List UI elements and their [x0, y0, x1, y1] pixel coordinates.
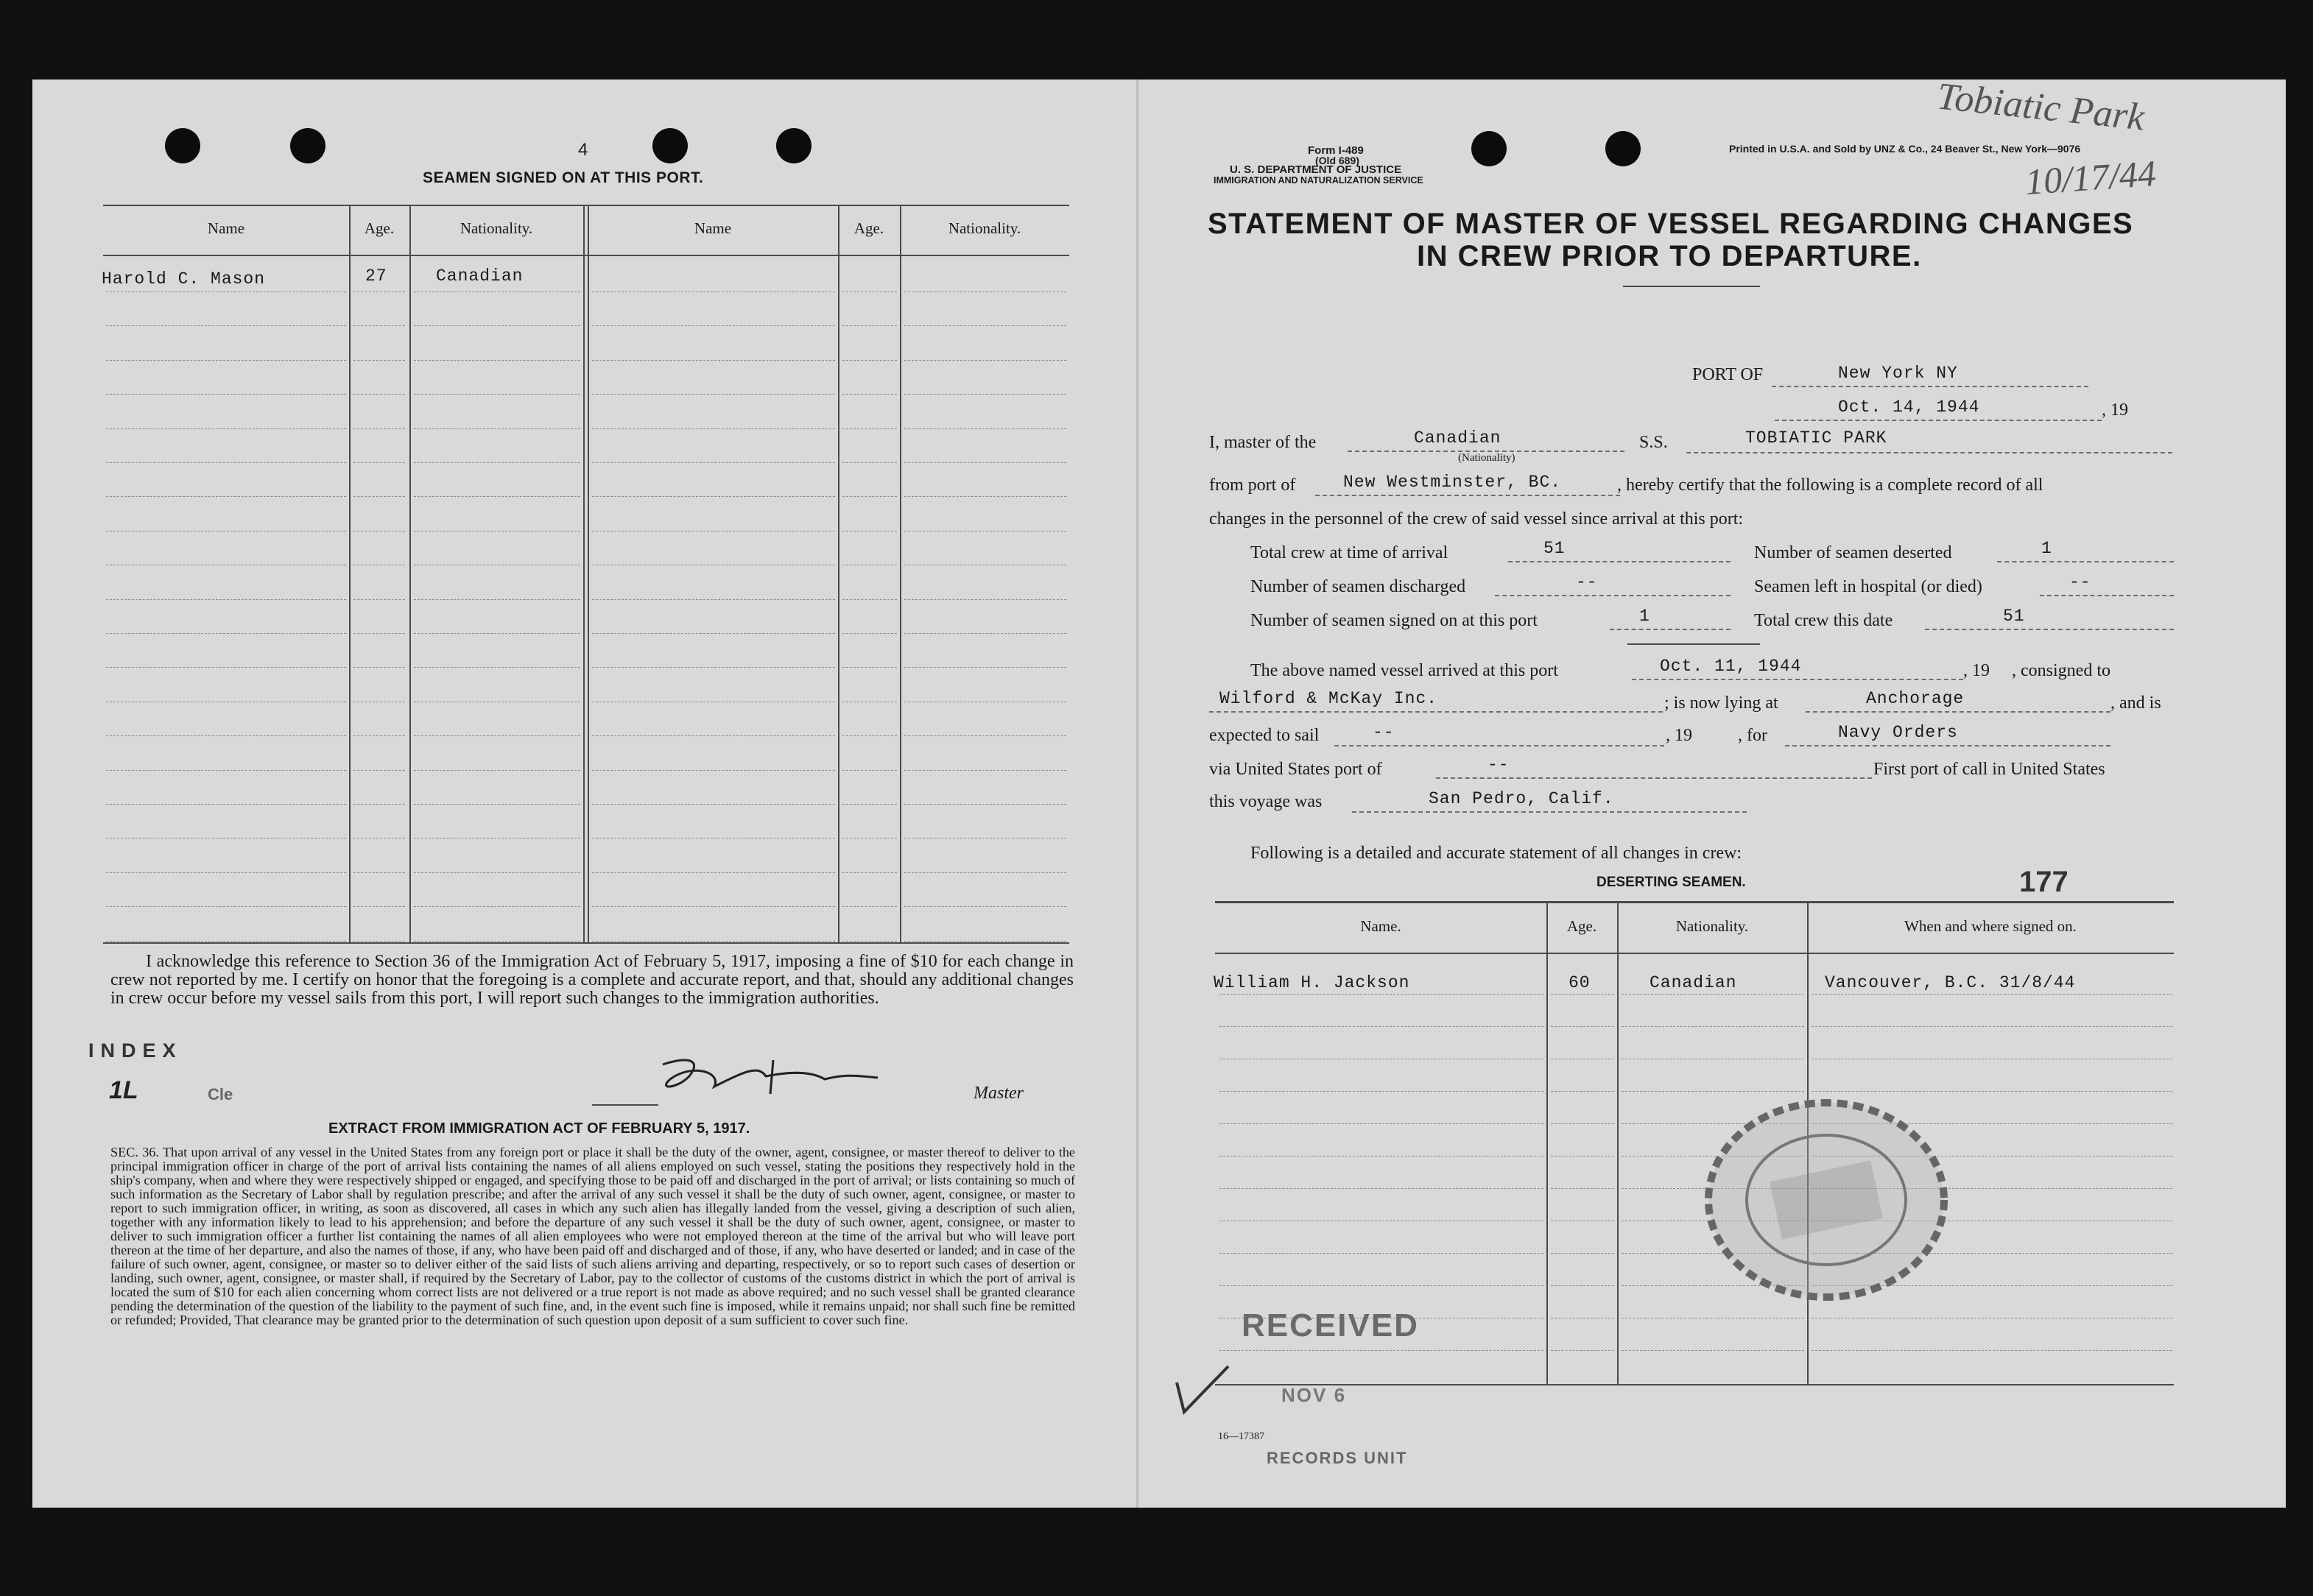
discharged-line: [1495, 595, 1731, 596]
deserter-age: 60: [1569, 973, 1591, 992]
changes-text: changes in the personnel of the crew of said vessel since arrival at this port:: [1209, 509, 1744, 529]
table-row-rule: [842, 462, 897, 463]
table-row-rule: [1219, 1156, 1543, 1157]
table-row-rule: [414, 735, 580, 736]
table-row-rule: [106, 872, 346, 873]
table-row-rule: [353, 599, 405, 600]
section-title: SEAMEN SIGNED ON AT THIS PORT.: [423, 169, 704, 186]
table-row-rule: [1551, 1253, 1614, 1254]
table-row-rule: [904, 428, 1066, 429]
arrived-value: Oct. 11, 1944: [1660, 657, 1802, 676]
year-suffix: , 19: [2102, 400, 2128, 420]
from-port-label: from port of: [1209, 476, 1296, 495]
column-header-nationality: Nationality.: [948, 219, 1021, 237]
table-row-rule: [414, 496, 580, 497]
master-label: Master: [974, 1084, 1024, 1103]
table-row-rule: [842, 633, 897, 634]
destination-value: Navy Orders: [1838, 723, 1958, 742]
consignee-line: [1209, 711, 1663, 713]
via-line: [1436, 777, 1872, 779]
table-row-rule: [106, 360, 346, 361]
sail-value: --: [1373, 723, 1395, 742]
table-row-rule: [106, 941, 346, 942]
table-row-rule: [106, 633, 346, 634]
table-row-rule: [414, 906, 580, 907]
deserted-label: Number of seamen deserted: [1754, 543, 1952, 562]
sail-line: [1334, 745, 1664, 746]
from-port-line: [1315, 495, 1620, 496]
table-row-rule: [904, 496, 1066, 497]
punch-hole: [165, 128, 200, 163]
from-port-value: New Westminster, BC.: [1343, 473, 1562, 492]
via-value: --: [1488, 755, 1510, 774]
total-arrival-line: [1508, 561, 1731, 562]
column-divider: [588, 205, 589, 942]
table-row-rule: [414, 770, 580, 771]
table-row-rule: [592, 531, 835, 532]
table-row-rule: [592, 906, 835, 907]
table-row-rule: [904, 770, 1066, 771]
table-row-rule: [106, 667, 346, 668]
first-port-value: San Pedro, Calif.: [1429, 789, 1614, 808]
service: IMMIGRATION AND NATURALIZATION SERVICE: [1214, 175, 1423, 186]
table-row-rule: [904, 325, 1066, 326]
table-row-rule: [592, 496, 835, 497]
lying-label: ; is now lying at: [1664, 693, 1778, 713]
handwritten-vessel: Tobiatic Park: [1934, 75, 2147, 139]
table-row-rule: [592, 599, 835, 600]
consigned-label: , 19 , consigned to: [1963, 661, 2110, 680]
department: U. S. DEPARTMENT OF JUSTICE: [1230, 163, 1402, 176]
table-row-rule: [592, 941, 835, 942]
index-mark: 1L: [109, 1076, 138, 1104]
form-number: Form I-489: [1308, 144, 1364, 157]
column-divider: [349, 205, 351, 942]
table-row-rule: [842, 906, 897, 907]
table-row-rule: [904, 872, 1066, 873]
table-row-rule: [842, 531, 897, 532]
table-row-rule: [842, 428, 897, 429]
table-bottom-border: [1215, 1384, 2174, 1385]
table-row-rule: [842, 804, 897, 805]
table-row-rule: [353, 804, 405, 805]
acknowledgment-text: I acknowledge this reference to Section 36 of the Immigration Act of February 5, 1917, imposing a fine of $10 for each change in crew not reported by me. I certify on honor that the foregoing is a complete and accurate report, and that, should any additional changes in crew occur before my vessel sails from this port, I will report such changes to the immigration authorities.: [110, 952, 1074, 1008]
seaman-nationality: Canadian: [436, 266, 524, 286]
table-row-rule: [106, 531, 346, 532]
table-row-rule: [904, 941, 1066, 942]
table-row-rule: [592, 462, 835, 463]
table-row-rule: [842, 496, 897, 497]
column-header-age: Age.: [364, 219, 395, 237]
consignee-value: Wilford & McKay Inc.: [1219, 689, 1438, 708]
table-row-rule: [1219, 994, 1543, 995]
extract-title: EXTRACT FROM IMMIGRATION ACT OF FEBRUARY 5, 1917.: [328, 1120, 750, 1137]
table-row-rule: [1219, 1285, 1543, 1286]
table-row-rule: [842, 770, 897, 771]
table-row-rule: [1551, 1188, 1614, 1189]
table-row-rule: [353, 394, 405, 395]
table-bottom-border: [103, 942, 1069, 944]
port-value: New York NY: [1838, 364, 1958, 383]
sail-label: expected to sail: [1209, 726, 1320, 745]
table-row-rule: [353, 906, 405, 907]
discharged-value: --: [1576, 573, 1598, 592]
hospital-line: [2040, 595, 2174, 596]
column-divider: [1546, 901, 1548, 1384]
table-row-rule: [904, 633, 1066, 634]
port-label: PORT OF: [1692, 365, 1764, 384]
voyage-line: [1352, 811, 1747, 813]
table-row-rule: [414, 462, 580, 463]
punch-hole: [1605, 131, 1641, 166]
table-row-rule: [106, 428, 346, 429]
table-row-rule: [106, 325, 346, 326]
sail-year: , 19: [1666, 726, 1692, 745]
column-header-name: Name: [694, 219, 732, 237]
master-signature: [641, 1050, 884, 1109]
handwritten-date: 10/17/44: [2024, 152, 2158, 203]
table-row-rule: [353, 633, 405, 634]
column-header-nationality: Nationality.: [460, 219, 533, 237]
page-number: 4: [578, 140, 588, 160]
table-row-rule: [592, 770, 835, 771]
table-row-rule: [414, 804, 580, 805]
table-row-rule: [904, 531, 1066, 532]
hospital-value: --: [2069, 573, 2091, 592]
records-unit-stamp: RECORDS UNIT: [1267, 1449, 1408, 1467]
certify-text: , hereby certify that the following is a complete record of all: [1617, 476, 2043, 495]
table-row-rule: [1551, 994, 1614, 995]
extract-text: SEC. 36. That upon arrival of any vessel in the United States from any foreign port or place it shall be the duty of the owner, agent, consignee, or master thereof to deliver to the principal immigration officer in charge of the port of arrival lists containing the names of all aliens employed on such vessel, stating the positions they respectively hold in the ship's company, when and where they were respectively shipped or engaged, and specifying those to be paid off and discharged in the port of arrival; or lists containing so much of such information as the Secretary of Labor shall by regulation prescribe; and after the arrival of any such vessel it shall be the duty of such owner, agent, consignee, or master to report to such immigration officer, in writing, as soon as discovered, all cases in which any such alien has illegally landed from the vessel, giving a description of such alien, together with any information likely to lead to his apprehension; and before the departure of any such vessel it shall be the duty of such owner, agent, consignee, or master to deliver to such immigration officer a further list containing the names of all alien employees who were not employed thereon at the time of the arrival but who will leave port thereon at the time of her departure, and also the names of those, if any, who have been paid off and discharged and of those, if any, who have deserted or landed; and in case of the failure of such owner, agent, consignee, or master so to deliver either of the said lists of such aliens arriving and departing, respectively, or so to report such cases of desertion or landing, such owner, agent, consignee, or master shall, if required by the Secretary of Labor, pay to the collector of customs of the customs district in which the port of arrival is located the sum of $10 for each alien concerning whom correct lists are not delivered or a true report is not made as above required; and no such vessel shall be granted clearance pending the determination of the question of the liability to the payment of such fine, and, in the event such fine is imposed, while it remains unpaid; nor shall such fine be remitted or refunded; Provided, That clearance may be granted prior to the determination of such question upon deposit of a sum sufficient to cover such fine.: [110, 1145, 1075, 1327]
table-row-rule: [904, 906, 1066, 907]
table-row-rule: [1551, 1123, 1614, 1124]
table-row-rule: [353, 770, 405, 771]
deserter-nationality: Canadian: [1650, 973, 1737, 992]
signed-on-label: Number of seamen signed on at this port: [1250, 611, 1538, 630]
ss-label: S.S.: [1639, 433, 1668, 452]
table-row-rule: [353, 496, 405, 497]
table-row-rule: [1812, 994, 2172, 995]
port-line: [1772, 386, 2088, 387]
column-divider: [409, 205, 411, 942]
table-row-rule: [414, 667, 580, 668]
table-row-rule: [106, 735, 346, 736]
table-row-rule: [1219, 1253, 1543, 1254]
column-divider: [838, 205, 839, 942]
and-is: , and is: [2110, 693, 2161, 713]
table-row-rule: [592, 360, 835, 361]
table-row-rule: [904, 394, 1066, 395]
table-row-rule: [842, 394, 897, 395]
table-row-rule: [106, 394, 346, 395]
table-row-rule: [904, 599, 1066, 600]
table-row-rule: [353, 667, 405, 668]
seaman-age: 27: [365, 266, 387, 286]
column-header-signed-on: When and where signed on.: [1904, 917, 2077, 935]
column-divider: [1617, 901, 1619, 1384]
table-row-rule: [592, 804, 835, 805]
column-header-name: Name.: [1360, 917, 1401, 935]
table-row-rule: [592, 872, 835, 873]
table-row-rule: [1812, 1026, 2172, 1027]
table-row-rule: [1551, 1350, 1614, 1351]
nationality-value: Canadian: [1414, 428, 1501, 448]
lying-value: Anchorage: [1866, 689, 1965, 708]
index-stamp: INDEX: [88, 1039, 183, 1062]
total-today-line: [1925, 629, 2174, 630]
punch-hole: [290, 128, 325, 163]
deserter-name: William H. Jackson: [1214, 973, 1410, 992]
lying-line: [1806, 711, 2110, 713]
for-label: , for: [1738, 726, 1767, 745]
table-row-rule: [842, 735, 897, 736]
table-row-rule: [1622, 994, 1804, 995]
table-top-border: [103, 205, 1069, 206]
counts-rule: [1627, 643, 1760, 645]
signed-on-line: [1610, 629, 1731, 630]
column-header-nationality: Nationality.: [1675, 917, 1749, 935]
form-title-line2: IN CREW PRIOR TO DEPARTURE.: [1417, 240, 1922, 272]
table-row-rule: [106, 804, 346, 805]
table-row-rule: [1219, 1123, 1543, 1124]
date-value: Oct. 14, 1944: [1838, 398, 1980, 417]
column-divider: [900, 205, 901, 942]
table-row-rule: [353, 325, 405, 326]
table-row-rule: [1622, 1350, 1804, 1351]
table-row-rule: [592, 325, 835, 326]
first-port-label: First port of call in United States: [1873, 760, 2105, 779]
table-row-rule: [1551, 1091, 1614, 1092]
table-row-rule: [592, 735, 835, 736]
form-code: 16—17387: [1218, 1431, 1264, 1442]
table-row-rule: [106, 496, 346, 497]
table-row-rule: [414, 599, 580, 600]
following-text: Following is a detailed and accurate statement of all changes in crew:: [1250, 844, 1742, 863]
table-row-rule: [414, 941, 580, 942]
stamp-number: 177: [2019, 866, 2069, 898]
table-row-rule: [414, 428, 580, 429]
nationality-caption: (Nationality): [1458, 452, 1515, 464]
received-stamp: RECEIVED: [1242, 1307, 1419, 1343]
table-row-rule: [353, 531, 405, 532]
table-row-rule: [592, 394, 835, 395]
table-row-rule: [904, 804, 1066, 805]
received-date: NOV 6: [1281, 1384, 1347, 1406]
column-header-age: Age.: [853, 219, 884, 237]
destination-line: [1785, 745, 2110, 746]
table-row-rule: [1622, 1026, 1804, 1027]
column-header-age: Age.: [1566, 917, 1597, 935]
table-row-rule: [1551, 1026, 1614, 1027]
table-row-rule: [1219, 1026, 1543, 1027]
table-row-rule: [353, 360, 405, 361]
table-row-rule: [106, 770, 346, 771]
table-row-rule: [414, 633, 580, 634]
table-row-rule: [904, 462, 1066, 463]
table-row-rule: [353, 462, 405, 463]
table-row-rule: [842, 872, 897, 873]
table-row-rule: [414, 872, 580, 873]
table-row-rule: [353, 428, 405, 429]
table-row-rule: [904, 735, 1066, 736]
seaman-name: Harold C. Mason: [102, 269, 266, 289]
punch-hole: [776, 128, 812, 163]
table-row-rule: [414, 394, 580, 395]
table-row-rule: [592, 428, 835, 429]
hospital-label: Seamen left in hospital (or died): [1754, 577, 1982, 596]
column-divider: [583, 205, 585, 942]
table-row-rule: [353, 941, 405, 942]
table-row-rule: [414, 531, 580, 532]
table-row-rule: [592, 633, 835, 634]
table-header-border: [1215, 953, 2174, 954]
printer-note: Printed in U.S.A. and Sold by UNZ & Co., 24 Beaver St., New York—9076: [1729, 143, 2081, 155]
page-fold: [1136, 80, 1138, 1508]
table-row-rule: [904, 667, 1066, 668]
table-row-rule: [842, 941, 897, 942]
check-mark: [1169, 1360, 1236, 1419]
title-rule: [1623, 286, 1760, 287]
deserting-title: DESERTING SEAMEN.: [1596, 875, 1746, 890]
naturalization-received-stamp: [1686, 1090, 1974, 1310]
table-row-rule: [592, 667, 835, 668]
table-top-border: [1215, 901, 2174, 903]
date-line: [1775, 420, 2102, 421]
punch-hole: [652, 128, 688, 163]
signed-on-value: 1: [1639, 607, 1650, 626]
table-row-rule: [1551, 1285, 1614, 1286]
form-title-line1: STATEMENT OF MASTER OF VESSEL REGARDING CHANGES: [1208, 208, 2134, 240]
form-old-number: (Old 689): [1315, 155, 1359, 166]
signature-line: [592, 1104, 658, 1106]
table-row-rule: [106, 599, 346, 600]
deserted-value: 1: [2041, 539, 2052, 558]
table-row-rule: [1551, 1156, 1614, 1157]
table-row-rule: [1219, 1091, 1543, 1092]
discharged-label: Number of seamen discharged: [1250, 577, 1466, 596]
total-today-label: Total crew this date: [1754, 611, 1893, 630]
table-row-rule: [1219, 1350, 1543, 1351]
deserter-signed-on: Vancouver, B.C. 31/8/44: [1825, 973, 2076, 992]
index-clerk: Cle: [208, 1085, 233, 1104]
column-header-name: Name: [207, 219, 245, 237]
table-row-rule: [414, 325, 580, 326]
table-row-rule: [353, 872, 405, 873]
table-row-rule: [414, 360, 580, 361]
total-today-value: 51: [2003, 607, 2025, 626]
voyage-label: this voyage was: [1209, 792, 1323, 811]
table-header-border: [103, 255, 1069, 256]
arrived-label: The above named vessel arrived at this port: [1250, 661, 1558, 680]
table-row-rule: [904, 360, 1066, 361]
vessel-line: [1686, 452, 2172, 453]
table-row-rule: [353, 735, 405, 736]
table-row-rule: [842, 360, 897, 361]
master-of-label: I, master of the: [1209, 433, 1317, 452]
table-row-rule: [842, 325, 897, 326]
arrived-line: [1632, 679, 1963, 680]
table-row-rule: [1812, 1350, 2172, 1351]
table-row-rule: [842, 599, 897, 600]
punch-hole: [1471, 131, 1507, 166]
table-row-rule: [106, 906, 346, 907]
table-row-rule: [1219, 1188, 1543, 1189]
table-row-rule: [106, 462, 346, 463]
total-arrival-value: 51: [1543, 539, 1566, 558]
total-arrival-label: Total crew at time of arrival: [1250, 543, 1448, 562]
vessel-name: TOBIATIC PARK: [1745, 428, 1887, 448]
table-row-rule: [842, 667, 897, 668]
deserted-line: [1997, 561, 2174, 562]
via-label: via United States port of: [1209, 760, 1382, 779]
